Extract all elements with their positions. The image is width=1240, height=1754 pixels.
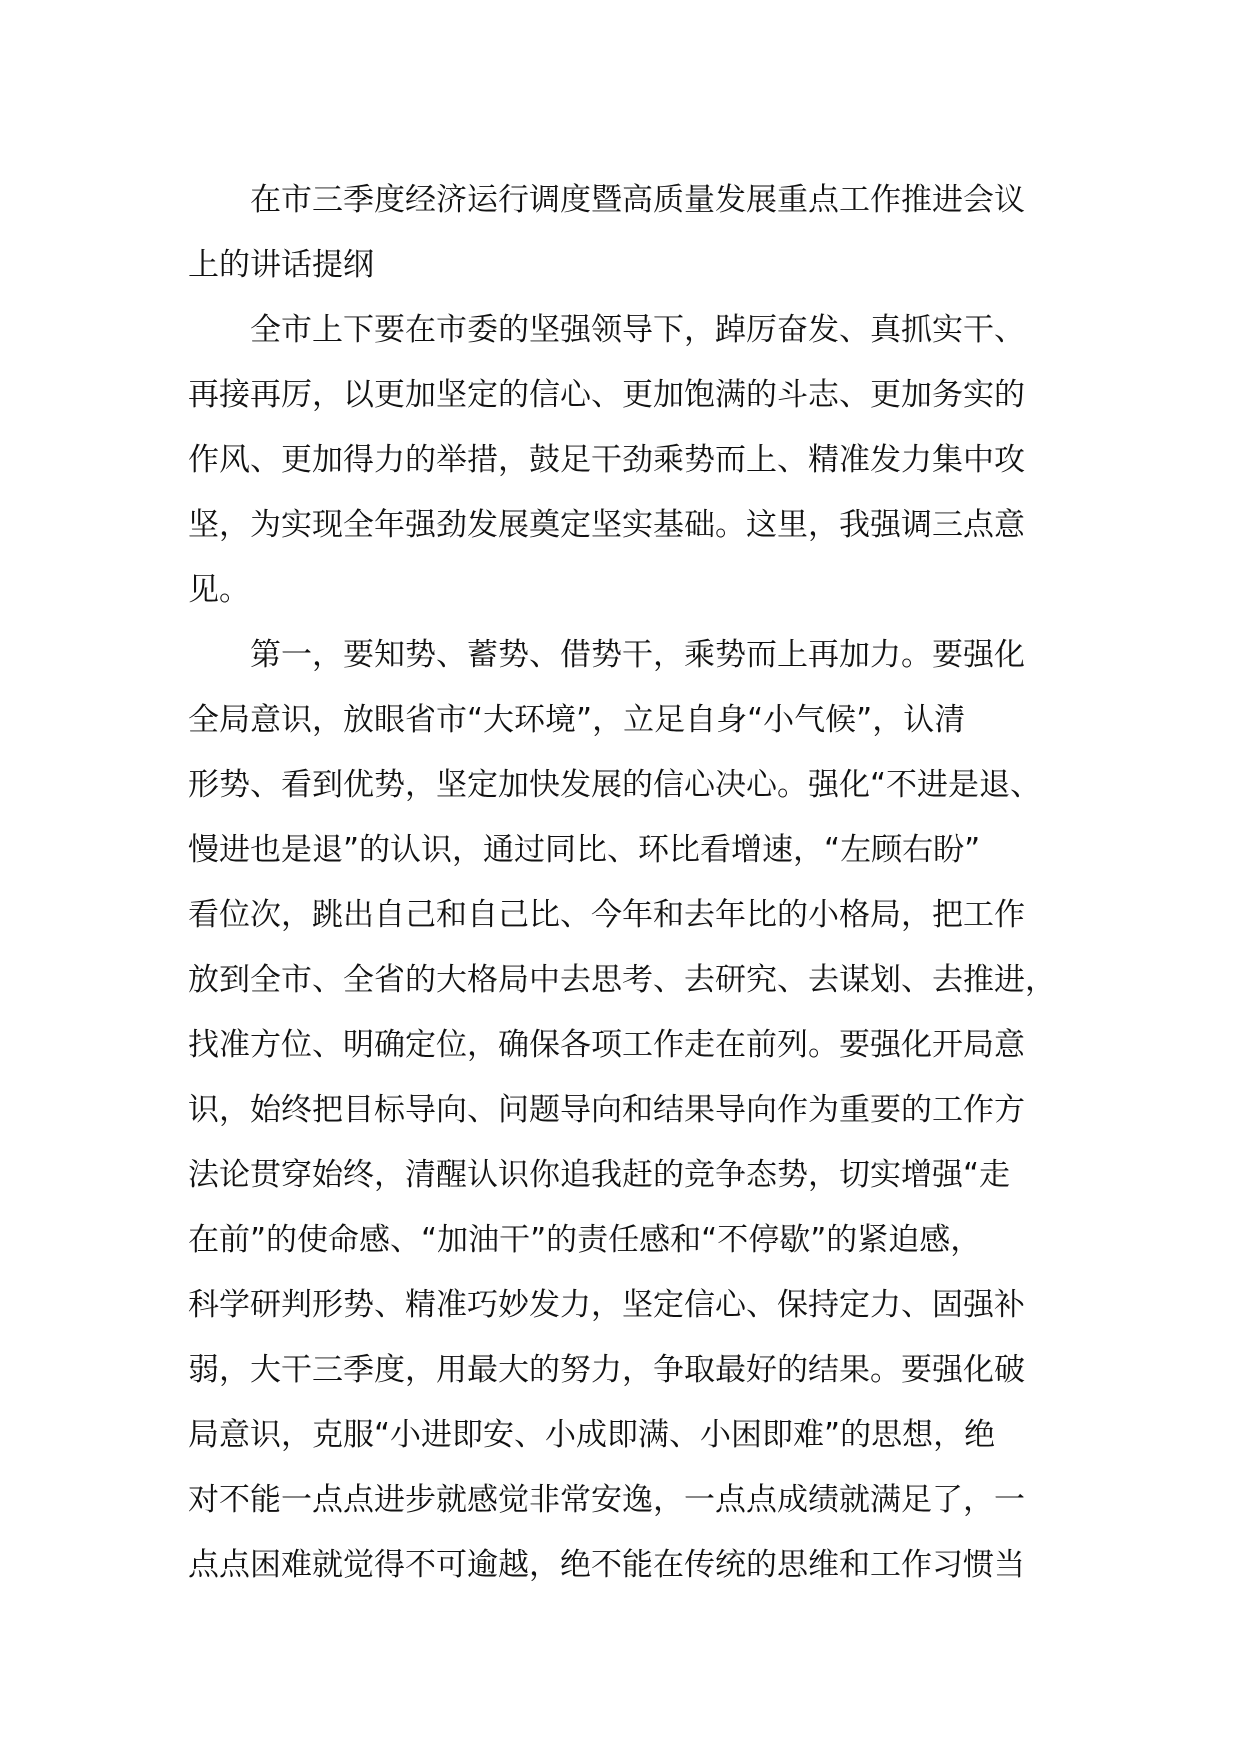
paragraph-line: 慢进也是退”的认识，通过同比、环比看增速，“左顾右盼” (188, 832, 981, 868)
document-body (188, 168, 1088, 1598)
paragraph-line: 弱，大干三季度，用最大的努力，争取最好的结果。要强化破 (188, 1352, 1025, 1388)
paragraph-line: 在前”的使命感、“加油干”的责任感和“不停歇”的紧迫感， (188, 1222, 982, 1258)
paragraph-line: 见。 (188, 572, 250, 608)
title-line-2: 上的讲话提纲 (188, 247, 374, 283)
paragraph-line: 点点困难就觉得不可逾越，绝不能在传统的思维和工作习惯当 (188, 1547, 1025, 1583)
paragraph-line: 全局意识，放眼省市“大环境”，立足自身“小气候”，认清 (188, 702, 966, 738)
paragraph-line: 法论贯穿始终，清醒认识你追我赶的竞争态势，切实增强“走 (188, 1157, 1011, 1193)
paragraph-line: 第一，要知势、蓄势、借势干，乘势而上再加力。要强化 (250, 637, 1025, 673)
paragraph-line: 再接再厉，以更加坚定的信心、更加饱满的斗志、更加务实的 (188, 377, 1025, 413)
title-line-1: 在市三季度经济运行调度暨高质量发展重点工作推进会议 (250, 182, 1025, 218)
paragraph-line: 作风、更加得力的举措，鼓足干劲乘势而上、精准发力集中攻 (188, 442, 1025, 478)
paragraph-line: 对不能一点点进步就感觉非常安逸，一点点成绩就满足了，一 (188, 1482, 1025, 1518)
paragraph-line: 科学研判形势、精准巧妙发力，坚定信心、保持定力、固强补 (188, 1287, 1025, 1323)
paragraph-line: 识，始终把目标导向、问题导向和结果导向作为重要的工作方 (188, 1092, 1025, 1128)
paragraph-line: 放到全市、全省的大格局中去思考、去研究、去谋划、去推进， (188, 962, 1056, 998)
paragraph-line: 全市上下要在市委的坚强领导下，踔厉奋发、真抓实干、 (250, 312, 1025, 348)
paragraph-line: 形势、看到优势，坚定加快发展的信心决心。强化“不进是退、 (188, 767, 1042, 803)
paragraph-line: 局意识，克服“小进即安、小成即满、小困即难”的思想，绝 (188, 1417, 996, 1453)
paragraph-line: 坚，为实现全年强劲发展奠定坚实基础。这里，我强调三点意 (188, 507, 1025, 543)
paragraph-line: 找准方位、明确定位，确保各项工作走在前列。要强化开局意 (188, 1027, 1025, 1063)
paragraph-line: 看位次，跳出自己和自己比、今年和去年比的小格局，把工作 (188, 897, 1025, 933)
